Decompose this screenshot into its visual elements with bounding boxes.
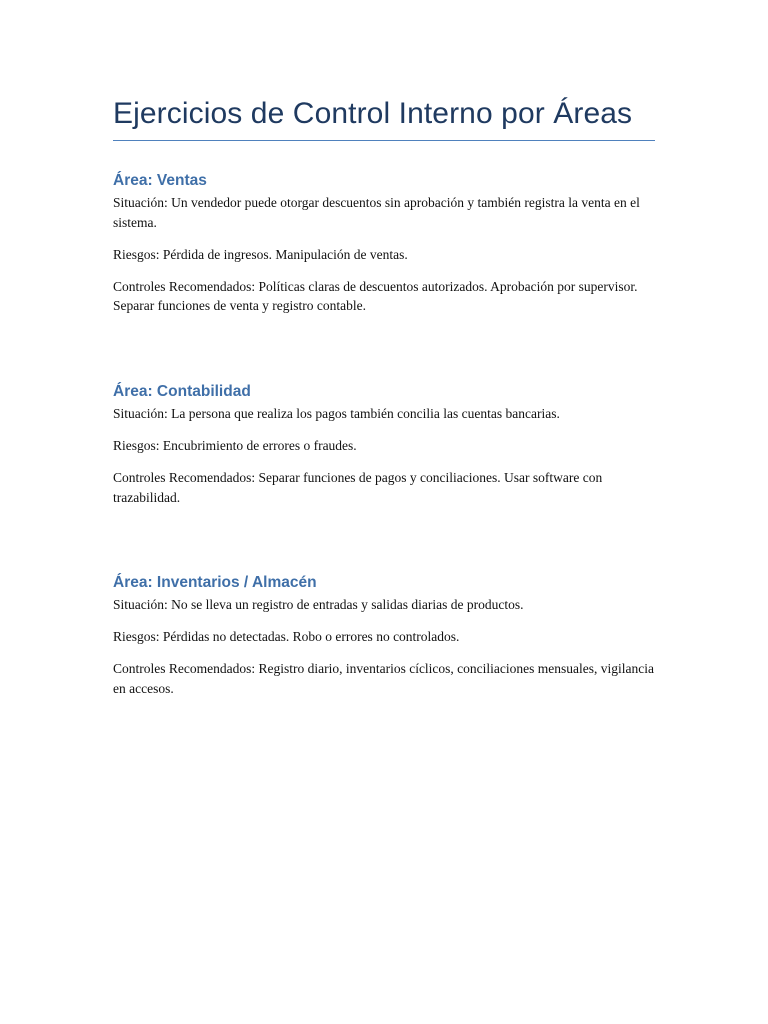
controles-paragraph: Controles Recomendados: Separar funciones de pagos y conciliaciones. Usar software con trazabilidad.: [113, 470, 603, 505]
situacion-paragraph: Situación: No se lleva un registro de entradas y salidas diarias de productos.: [113, 597, 524, 612]
section-heading: Área: Contabilidad: [113, 383, 251, 400]
section-inventarios: [113, 573, 655, 698]
situacion-paragraph: Situación: Un vendedor puede otorgar descuentos sin aprobación y también registra la venta en el sistema.: [113, 195, 640, 230]
riesgos-paragraph: Riesgos: Pérdida de ingresos. Manipulación de ventas.: [113, 246, 408, 262]
document-page: [113, 94, 655, 696]
section-ventas: [113, 171, 655, 316]
controles-paragraph: Controles Recomendados: Políticas claras de descuentos autorizados. Aprobación por supervisor. Separar funciones de venta y registro contable.: [113, 278, 638, 313]
section-heading: Área: Ventas: [113, 172, 207, 189]
document-title: Ejercicios de Control Interno por Áreas: [113, 94, 655, 141]
controles-paragraph: Controles Recomendados: Registro diario, inventarios cíclicos, conciliaciones mensuales, vigilancia en accesos.: [113, 661, 654, 696]
section-heading: Área: Inventarios / Almacén: [113, 574, 317, 591]
riesgos-paragraph: Riesgos: Pérdidas no detectadas. Robo o errores no controlados.: [113, 629, 460, 644]
section-contabilidad: [113, 382, 655, 507]
situacion-paragraph: Situación: La persona que realiza los pagos también concilia las cuentas bancarias.: [113, 406, 560, 421]
riesgos-paragraph: Riesgos: Encubrimiento de errores o fraudes.: [113, 438, 357, 453]
